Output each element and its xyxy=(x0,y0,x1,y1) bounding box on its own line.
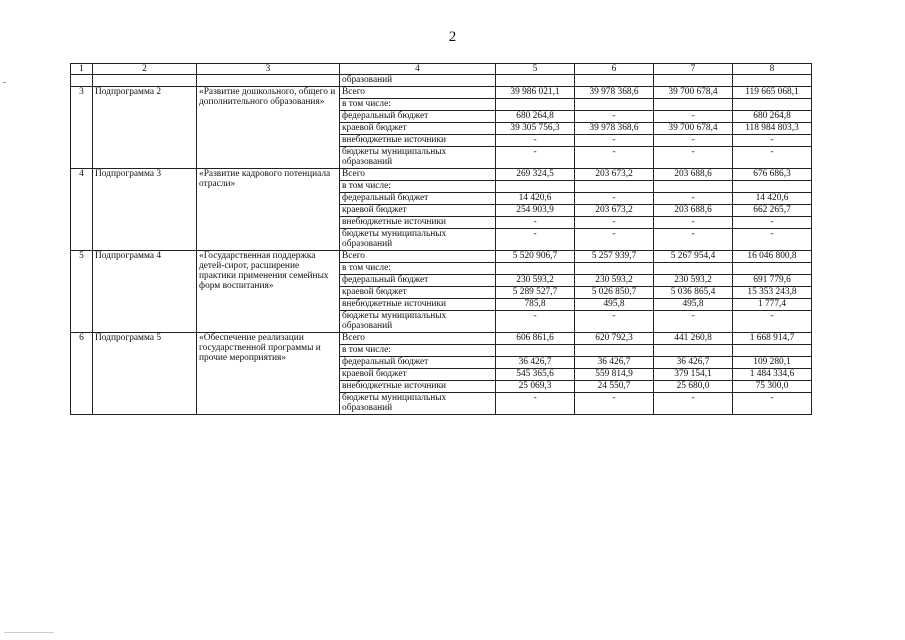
value-cell: 785,8 xyxy=(496,299,575,311)
value-cell xyxy=(733,99,812,111)
value-cell: 269 324,5 xyxy=(496,169,575,181)
value-cell xyxy=(575,99,654,111)
column-number: 2 xyxy=(93,64,197,75)
value-cell: 14 420,6 xyxy=(496,193,575,205)
row-label: краевой бюджет xyxy=(340,369,496,381)
value-cell xyxy=(575,181,654,193)
row-label: краевой бюджет xyxy=(340,205,496,217)
row-label: краевой бюджет xyxy=(340,123,496,135)
row-label: краевой бюджет xyxy=(340,287,496,299)
subprogram-title: «Обеспечение реализации государственной программы и прочие мероприятия» xyxy=(197,333,340,415)
value-cell: 39 978 368,6 xyxy=(575,123,654,135)
value-cell xyxy=(496,99,575,111)
value-cell: 39 978 368,6 xyxy=(575,87,654,99)
table-body xyxy=(71,64,812,415)
value-cell: 5 036 865,4 xyxy=(654,287,733,299)
row-number: 3 xyxy=(71,87,93,169)
page-number: 2 xyxy=(448,29,457,45)
value-cell: - xyxy=(654,135,733,147)
subprogram-name: Подпрограмма 5 xyxy=(93,333,197,415)
value-cell: 5 026 850,7 xyxy=(575,287,654,299)
value-cell: 230 593,2 xyxy=(575,275,654,287)
value-cell: - xyxy=(733,393,812,415)
row-label: внебюджетные источники xyxy=(340,381,496,393)
value-cell: - xyxy=(654,147,733,169)
value-cell xyxy=(733,263,812,275)
value-cell: - xyxy=(733,311,812,333)
value-cell: 1 777,4 xyxy=(733,299,812,311)
column-number: 7 xyxy=(654,64,733,75)
value-cell: 379 154,1 xyxy=(654,369,733,381)
value-cell: - xyxy=(733,229,812,251)
value-cell: 24 550,7 xyxy=(575,381,654,393)
value-cell: 203 688,6 xyxy=(654,205,733,217)
budget-table xyxy=(70,63,812,415)
row-label: федеральный бюджет xyxy=(340,275,496,287)
subprogram-title: «Развитие кадрового потенциала отрасли» xyxy=(197,169,340,251)
value-cell: 620 792,3 xyxy=(575,333,654,345)
value-cell: - xyxy=(733,135,812,147)
subprogram-name: Подпрограмма 4 xyxy=(93,251,197,333)
value-cell xyxy=(496,181,575,193)
value-cell: 15 353 243,8 xyxy=(733,287,812,299)
value-cell xyxy=(733,345,812,357)
value-cell: 1 484 334,6 xyxy=(733,369,812,381)
value-cell: 203 673,2 xyxy=(575,205,654,217)
value-cell: 230 593,2 xyxy=(496,275,575,287)
value-cell: 680 264,8 xyxy=(733,111,812,123)
value-cell: 662 265,7 xyxy=(733,205,812,217)
column-number: 8 xyxy=(733,64,812,75)
row-label: в том числе: xyxy=(340,99,496,111)
value-cell: - xyxy=(575,111,654,123)
row-label: федеральный бюджет xyxy=(340,111,496,123)
row-label: внебюджетные источники xyxy=(340,135,496,147)
row-number: 4 xyxy=(71,169,93,251)
value-cell: - xyxy=(654,217,733,229)
value-cell: 441 260,8 xyxy=(654,333,733,345)
continuation-row xyxy=(71,75,812,87)
value-cell xyxy=(496,263,575,275)
row-number: 5 xyxy=(71,251,93,333)
value-cell: 5 257 939,7 xyxy=(575,251,654,263)
value-cell: 495,8 xyxy=(575,299,654,311)
value-cell xyxy=(654,181,733,193)
value-cell xyxy=(654,263,733,275)
row-label: бюджеты муниципальных образований xyxy=(340,393,496,415)
value-cell: 203 673,2 xyxy=(575,169,654,181)
value-cell xyxy=(654,345,733,357)
row-label: Всего xyxy=(340,333,496,345)
value-cell xyxy=(496,345,575,357)
value-cell: 676 686,3 xyxy=(733,169,812,181)
value-cell: 203 688,6 xyxy=(654,169,733,181)
value-cell: - xyxy=(654,229,733,251)
value-cell xyxy=(733,181,812,193)
column-numbers-row xyxy=(71,64,812,75)
row-label: образований xyxy=(340,75,496,87)
row-label: в том числе: xyxy=(340,181,496,193)
column-number: 4 xyxy=(340,64,496,75)
value-cell: 230 593,2 xyxy=(654,275,733,287)
value-cell: 118 984 803,3 xyxy=(733,123,812,135)
scan-mark xyxy=(4,632,54,633)
value-cell: - xyxy=(496,217,575,229)
subprogram-title: «Развитие дошкольного, общего и дополнительного образования» xyxy=(197,87,340,169)
value-cell: - xyxy=(496,393,575,415)
value-cell: 495,8 xyxy=(654,299,733,311)
row-label: федеральный бюджет xyxy=(340,357,496,369)
value-cell: - xyxy=(654,193,733,205)
subprogram-name: Подпрограмма 3 xyxy=(93,169,197,251)
value-cell: - xyxy=(575,147,654,169)
value-cell: - xyxy=(575,311,654,333)
value-cell: - xyxy=(575,229,654,251)
value-cell: - xyxy=(496,135,575,147)
column-number: 5 xyxy=(496,64,575,75)
value-cell: 14 420,6 xyxy=(733,193,812,205)
value-cell xyxy=(575,345,654,357)
value-cell: 36 426,7 xyxy=(654,357,733,369)
table-row xyxy=(71,87,812,99)
value-cell xyxy=(575,263,654,275)
row-number: 6 xyxy=(71,333,93,415)
row-label: в том числе: xyxy=(340,263,496,275)
value-cell: 680 264,8 xyxy=(496,111,575,123)
table-row xyxy=(71,251,812,263)
value-cell: 1 668 914,7 xyxy=(733,333,812,345)
value-cell: - xyxy=(575,135,654,147)
value-cell: 5 267 954,4 xyxy=(654,251,733,263)
value-cell: - xyxy=(496,229,575,251)
value-cell: - xyxy=(496,311,575,333)
value-cell: 559 814,9 xyxy=(575,369,654,381)
table-row xyxy=(71,169,812,181)
column-number: 1 xyxy=(71,64,93,75)
value-cell: 691 779,6 xyxy=(733,275,812,287)
value-cell: - xyxy=(575,217,654,229)
value-cell: 5 289 527,7 xyxy=(496,287,575,299)
value-cell: 39 700 678,4 xyxy=(654,123,733,135)
subprogram-name: Подпрограмма 2 xyxy=(93,87,197,169)
subprogram-title: «Государственная поддержка детей-сирот, расширение практики применения семейных форм воспитания» xyxy=(197,251,340,333)
value-cell: 75 300,0 xyxy=(733,381,812,393)
value-cell: 16 046 800,8 xyxy=(733,251,812,263)
value-cell: - xyxy=(654,311,733,333)
value-cell: 545 365,6 xyxy=(496,369,575,381)
value-cell: - xyxy=(733,147,812,169)
value-cell: - xyxy=(654,111,733,123)
value-cell: 119 665 068,1 xyxy=(733,87,812,99)
value-cell: 39 700 678,4 xyxy=(654,87,733,99)
row-label: Всего xyxy=(340,251,496,263)
value-cell: 606 861,6 xyxy=(496,333,575,345)
table-row xyxy=(71,333,812,345)
row-label: в том числе: xyxy=(340,345,496,357)
row-label: внебюджетные источники xyxy=(340,217,496,229)
row-label: бюджеты муниципальных образований xyxy=(340,311,496,333)
value-cell: 39 305 756,3 xyxy=(496,123,575,135)
value-cell: - xyxy=(496,147,575,169)
row-label: бюджеты муниципальных образований xyxy=(340,147,496,169)
value-cell: - xyxy=(575,193,654,205)
value-cell: - xyxy=(733,217,812,229)
value-cell: 25 680,0 xyxy=(654,381,733,393)
value-cell: 36 426,7 xyxy=(496,357,575,369)
value-cell: 25 069,3 xyxy=(496,381,575,393)
row-label: бюджеты муниципальных образований xyxy=(340,229,496,251)
value-cell: - xyxy=(575,393,654,415)
scan-mark xyxy=(3,82,6,83)
row-label: внебюджетные источники xyxy=(340,299,496,311)
row-label: федеральный бюджет xyxy=(340,193,496,205)
value-cell: 39 986 021,1 xyxy=(496,87,575,99)
value-cell: - xyxy=(654,393,733,415)
value-cell: 36 426,7 xyxy=(575,357,654,369)
row-label: Всего xyxy=(340,87,496,99)
column-number: 6 xyxy=(575,64,654,75)
value-cell: 109 280,1 xyxy=(733,357,812,369)
value-cell: 254 903,9 xyxy=(496,205,575,217)
value-cell: 5 520 906,7 xyxy=(496,251,575,263)
column-number: 3 xyxy=(197,64,340,75)
value-cell xyxy=(654,99,733,111)
row-label: Всего xyxy=(340,169,496,181)
